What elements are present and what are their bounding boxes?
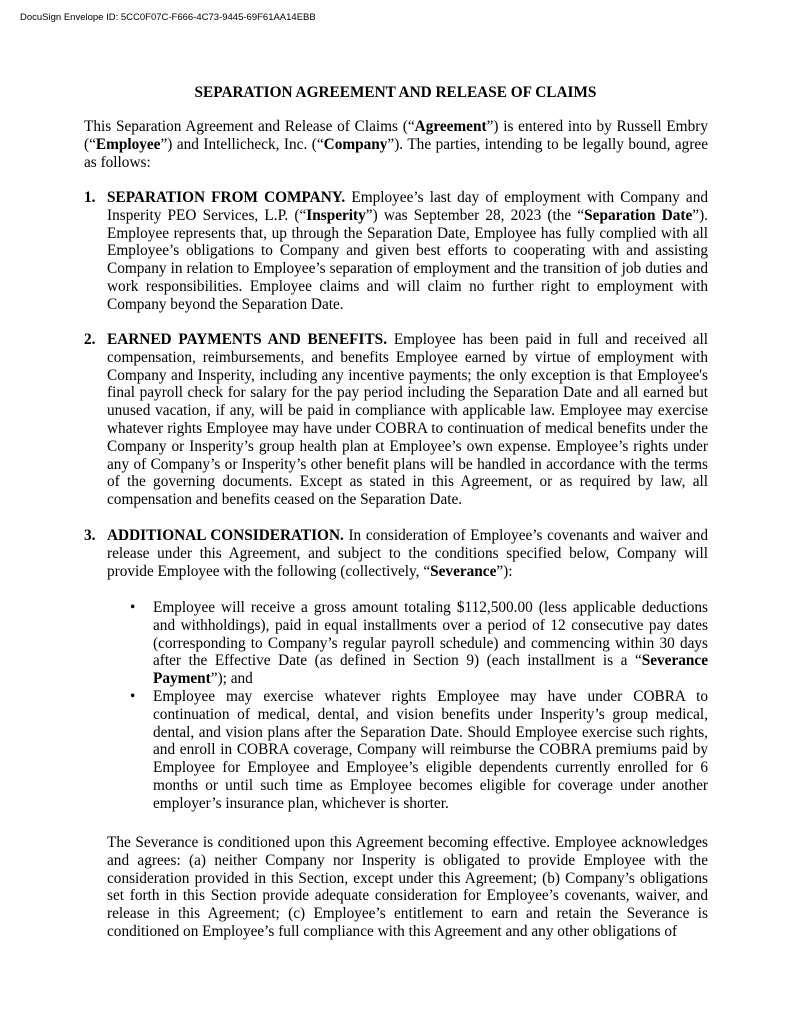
severance-conditions-paragraph xyxy=(107,834,708,941)
section-body xyxy=(107,331,708,509)
document-title: SEPARATION AGREEMENT AND RELEASE OF CLAIMS xyxy=(194,84,597,101)
bold-term: Severance Payment xyxy=(153,652,708,688)
section-number: 3. xyxy=(84,527,96,544)
section-3 xyxy=(84,527,708,580)
text-run: Employee has been paid in full and received all compensation, reimbursements, and benefits Employee earned by virtue of employment with Company and Insperity, including any incentive payments; the only exception is that Employee's final payroll check for salary for the pay period including the Separation Date and all earned but unused vacation, if any, will be paid in compliance with applicable law. Employee may exercise whatever rights Employee may have under COBRA to continuation of medical benefits under the Company or Insperity’s group health plan at Employee’s own expense. Employee’s rights under any of Company’s or Insperity’s other benefit plans will be handled in accordance with the terms of the governing documents. Except as stated in this Agreement, or as required by law, all compensation and benefits ceased on the Separation Date. xyxy=(107,331,708,509)
bullet-item xyxy=(130,599,708,688)
text-run: ”): xyxy=(496,562,513,580)
text-run: ”). The parties, intending to be legally bound, agree as follows: xyxy=(84,135,709,171)
bold-term: EARNED PAYMENTS AND BENEFITS. xyxy=(107,331,388,348)
bullet-text xyxy=(153,688,708,813)
section-1 xyxy=(84,189,708,314)
bold-term: Severance xyxy=(430,562,497,580)
text-run: Employee’s last day of employment with Company and Insperity PEO Services, L.P. (“ xyxy=(107,189,708,224)
text-run: ”) is entered into by Russell Embry (“ xyxy=(84,118,708,153)
bold-term: SEPARATION FROM COMPANY. xyxy=(107,189,346,206)
text-run: ”) was September 28, 2023 (the “ xyxy=(365,206,585,224)
bold-term: ADDITIONAL CONSIDERATION. xyxy=(107,527,344,544)
text-run: In consideration of Employee’s covenants and waiver and release under this Agreement, and subject to the conditions specified below, Company will provide Employee with the following (collectively, “ xyxy=(107,527,708,580)
section-number: 2. xyxy=(84,331,96,348)
bold-term: Company xyxy=(323,135,388,153)
section-number: 1. xyxy=(84,189,96,206)
bullet-text xyxy=(153,599,708,688)
section-body xyxy=(107,527,708,580)
text-run: This Separation Agreement and Release of Claims (“ xyxy=(84,118,415,135)
bold-term: Insperity xyxy=(306,206,366,224)
bullet-icon: • xyxy=(130,599,136,616)
docusign-envelope-id: DocuSign Envelope ID: 5CC0F07C-F666-4C73-9445-69F61AA14EBB xyxy=(20,12,316,23)
section-2 xyxy=(84,331,708,509)
bold-term: Separation Date xyxy=(584,206,693,224)
severance-bullet-list xyxy=(130,599,708,813)
bold-term: Employee xyxy=(95,135,161,153)
text-run: ”); and xyxy=(210,670,253,688)
text-run: The Severance is conditioned upon this Agreement becoming effective. Employee acknowledges and agrees: (a) neither Company nor Insperity is obligated to provide Employee with the consideration provided in this Section, except under this Agreement; (b) Company’s obligations set forth in this Section provide adequate consideration for Employee’s covenants, waiver, and release in this Agreement; (c) Employee’s entitlement to earn and retain the Severance is conditioned on Employee’s full compliance with this Agreement and any other obligations of xyxy=(107,834,708,940)
section-body xyxy=(107,189,708,314)
text-run: ”). Employee represents that, up through the Separation Date, Employee has fully complied with all Employee’s obligations to Company and given best efforts to cooperating with and assisting Company in relation to Employee’s separation of employment and the transition of job duties and work responsibilities. Employee claims and will claim no further right to employment with Company beyond the Separation Date. xyxy=(107,206,709,313)
bullet-item xyxy=(130,688,708,813)
bold-term: Agreement xyxy=(414,118,487,135)
text-run: Employee will receive a gross amount totaling $112,500.00 (less applicable deductions and withholdings), paid in equal installments over a period of 12 consecutive pay dates (corresponding to Company’s regular payroll schedule) and commencing within 30 days after the Effective Date (as defined in Section 9) (each installment is a “ xyxy=(153,599,708,670)
bullet-icon: • xyxy=(130,687,136,705)
text-run: ”) and Intellicheck, Inc. (“ xyxy=(160,135,324,153)
text-run: Employee may exercise whatever rights Employee may have under COBRA to continuation of medical, dental, and vision benefits under Insperity’s group medical, dental, and vision plans after the Separation Date. Should Employee exercise such rights, and enroll in COBRA coverage, Company will reimburse the COBRA premiums paid by Employee for Employee and Employee’s eligible dependents currently enrolled for 6 months or until such time as Employee becomes eligible for coverage under another employer’s insurance plan, whichever is shorter. xyxy=(153,687,708,812)
intro-paragraph xyxy=(84,118,708,171)
